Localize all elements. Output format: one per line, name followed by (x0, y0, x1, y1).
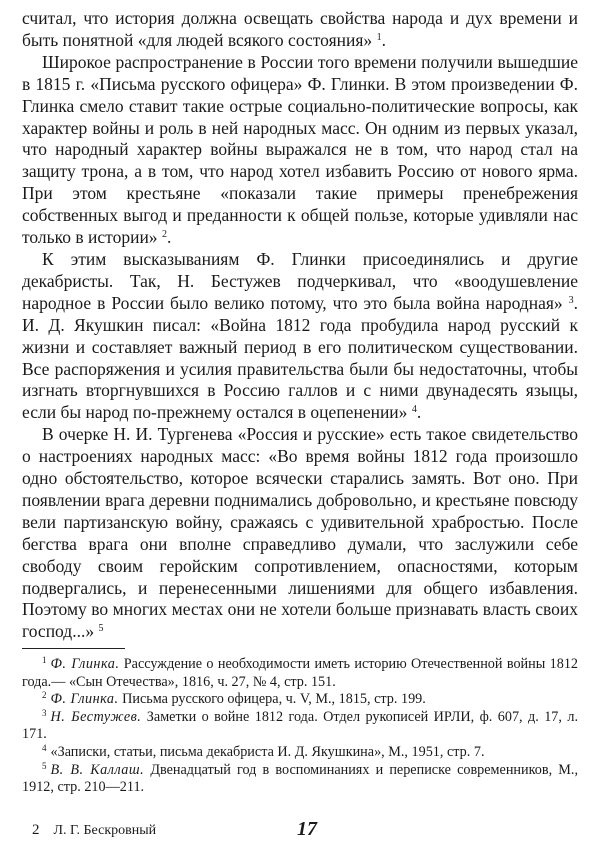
signature-author: Л. Г. Бескровный (53, 823, 157, 838)
footnote-number: 1 (42, 655, 47, 665)
footnote-ref-2: 2 (161, 229, 167, 241)
signature-number: 2 (32, 822, 40, 838)
footnote-number: 4 (42, 742, 47, 753)
printer-signature (32, 822, 156, 839)
footnote-3 (22, 709, 578, 744)
paragraph-2: Широкое распространение в России того времени получили вышедшие в 1815 г. «Письма русского офицера» Ф. Глинки. В этом произведении Ф. Глинка смело ставит такие острые социально-политические вопросы, как характер войны и роль в ней народных масс. Он одним из первых указал, что народный характер войны выражался не в том, что народ стал на защиту трона, а в том, что народ хотел избавить Россию от нового ярма. При этом крестьяне «показали такие примеры пренебрежения собственных выгод и преданности к общей пользе, которые удивляли нас только в истории» $^2$. (22, 51, 578, 248)
footnote-number: 3 (42, 707, 47, 718)
footnote-author: Н. Бестужев. (50, 708, 142, 725)
footnote-ref-4: 4 (411, 404, 417, 416)
footnote-author: Ф. Глинка. (50, 691, 119, 708)
paragraph-3-text-b: . И. Д. Якушкин писал: «Война 1812 года пробудила народ русский к жизни и составляет важный период в его политическом существовании. Все распоряжения и усилия правительства были бы недостаточны, чтобы изгнать вторгнувшихся в Россию галлов и с ними двунадесять языцы, если бы народ по-прежнему остался в оцепенении» (22, 292, 578, 423)
footnote-author: В. В. Каллаш. (50, 761, 145, 778)
footnote-author: Ф. Глинка. (50, 656, 120, 672)
footnote-ref-1: 1 (376, 31, 382, 43)
footnote-divider (22, 648, 125, 649)
paragraph-3-text-a: К этим высказываниям Ф. Глинки присоединялись и другие декабристы. Так, Н. Бестужев подчеркивал, что «воодушевление народное в России было велико потому, что это была война народная» (22, 248, 578, 313)
footnote-4 (22, 744, 578, 762)
paragraph-3: К этим высказываниям Ф. Глинки присоединялись и другие декабристы. Так, Н. Бестужев подчеркивал, что «воодушевление народное в России было велико потому, что это была война народная» $^3$. И. Д. Якушкин писал: «Война 1812 года пробудила народ русский к жизни и составляет важный период в его политическом существовании. Все распоряжения и усилия правительства были бы недостаточны, чтобы изгнать вторгнувшихся в Россию галлов и с ними двунадесять языцы, если бы народ по-прежнему остался в оцепенении» $^4$. (22, 248, 578, 423)
footnote-text: Заметки о войне 1812 года. Отдел рукописей ИРЛИ, ф. 607, д. 17, л. 171. (22, 708, 579, 743)
footnote-number: 5 (42, 760, 47, 771)
main-text (22, 8, 578, 643)
paragraph-4-text: В очерке Н. И. Тургенева «Россия и русские» есть такое свидетельство о настроениях народных масс: «Во время войны 1812 года произошло одно обстоятельство, которое всячески старались замять. Вот оно. При появлении врага деревни поднимались добровольно, и крестьяне повсюду вели партизанскую войну, сражаясь с удивительной храбростью. После бегства врага они вполне справедливо думали, что заслужили себе свободу своим геройским сопротивлением, опасностями, которым подвергались, и перенесенными лишениями для общего избавления. Поэтому во многих местах они не хотели больше признавать власть своих господ...» (22, 424, 578, 642)
paragraph-1: считал, что история должна освещать свойства народа и дух времени и быть понятной «для людей всякого состояния» $^1$. (22, 8, 578, 50)
footnote-text: Письма русского офицера, ч. V, М., 1815, стр. 199. (122, 691, 426, 708)
footnote-2 (22, 691, 578, 709)
footnote-text: «Записки, статьи, письма декабриста И. Д. Якушкина», М., 1951, стр. 7. (50, 743, 485, 760)
paragraph-2-text: Широкое распространение в России того времени получили вышедшие в 1815 г. «Письма русского офицера» Ф. Глинки. В этом произведении Ф. Глинка смело ставит такие острые социально-политические вопросы, как характер войны и роль в ней народных масс. Он одним из первых указал, что народный характер войны выражался не в том, что народ стал на защиту трона, а в том, что народ хотел избавить Россию от нового ярма. При этом крестьяне «показали такие примеры пренебрежения собственных выгод и преданности к общей пользе, которые удивляли нас только в истории» (22, 51, 578, 248)
footnotes (22, 656, 578, 797)
footnote-text: Рассуждение о необходимости иметь историю Отечественной войны 1812 года.— «Сын Отечества», 1816, ч. 27, № 4, стр. 151. (22, 656, 579, 690)
page-number: 17 (297, 818, 317, 840)
paragraph-4 (22, 424, 578, 643)
page-footer (22, 818, 578, 842)
footnote-number: 2 (42, 690, 47, 701)
footnote-1 (22, 656, 578, 691)
footnote-text: Двенадцатый год в воспоминаниях и переписке современников, М., 1912, стр. 210—211. (22, 761, 578, 796)
footnote-5 (22, 762, 578, 797)
paragraph-1-text: считал, что история должна освещать свойства народа и дух времени и быть понятной «для людей всякого состояния» (22, 8, 578, 50)
footnote-ref-3: 3 (568, 294, 574, 306)
footnote-ref-5: 5 (98, 623, 104, 635)
